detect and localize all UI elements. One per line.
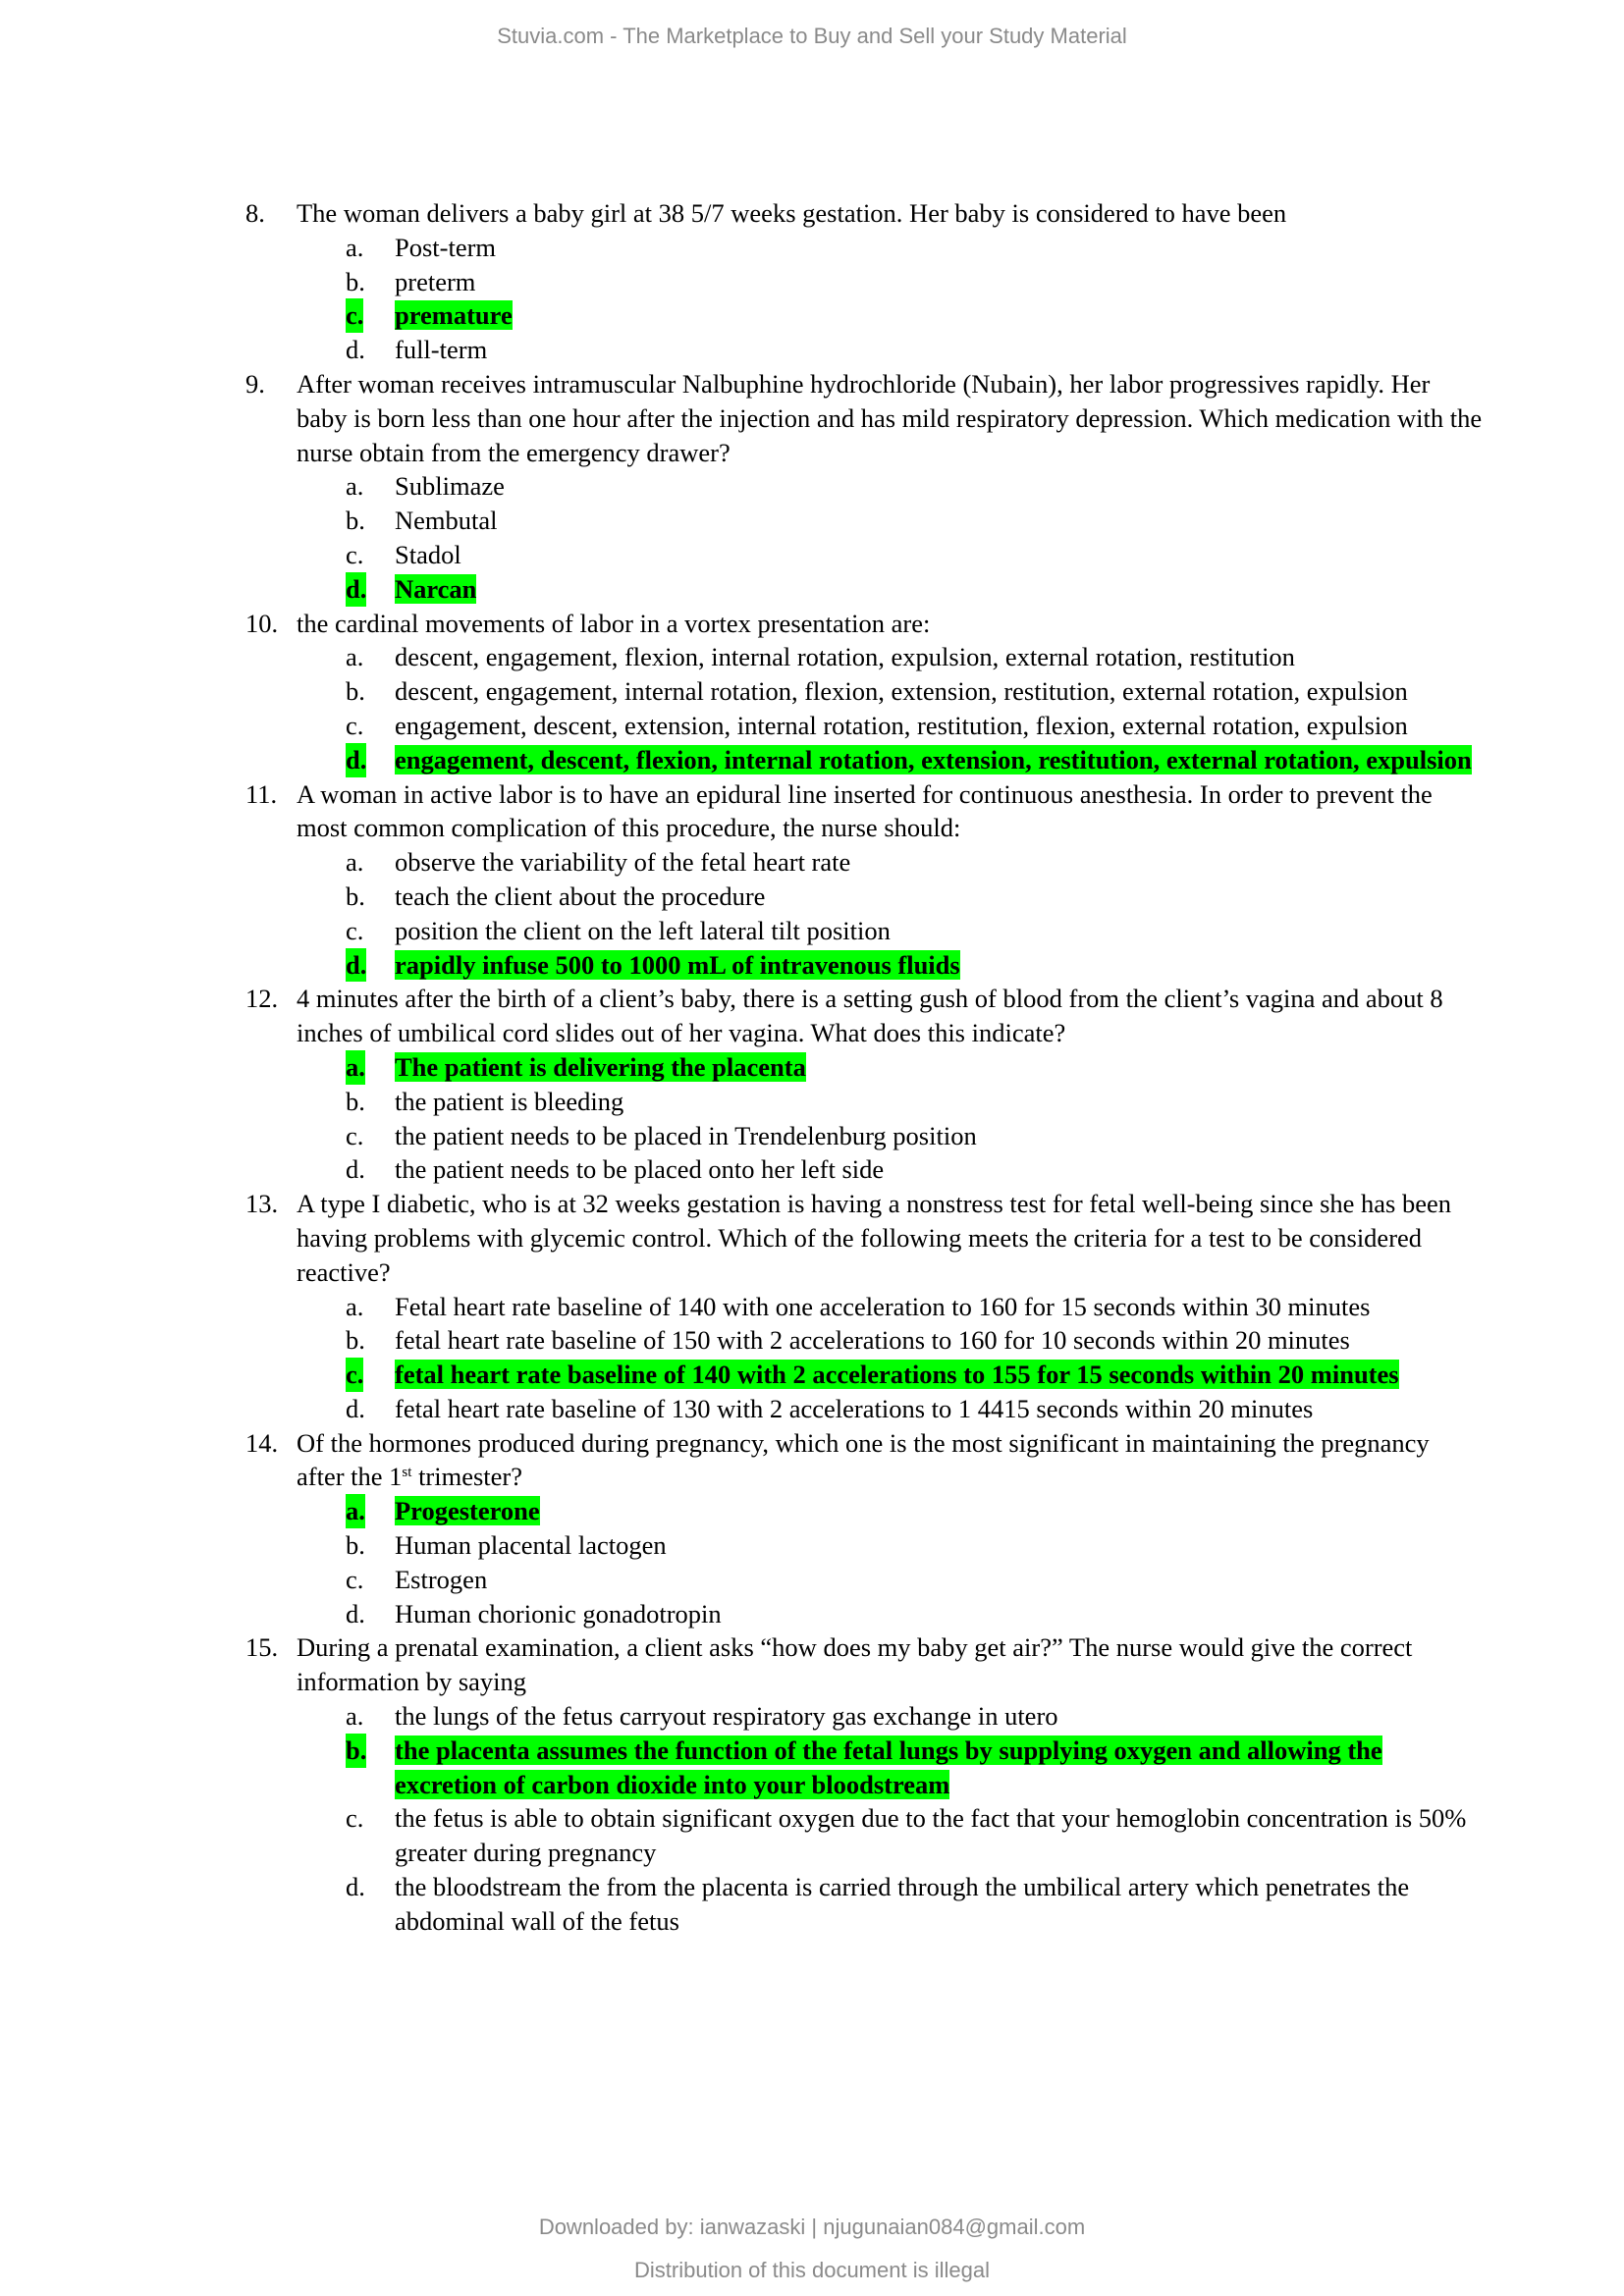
option-letter: a. bbox=[346, 1291, 364, 1321]
option-letter: b. bbox=[346, 1530, 365, 1561]
option-b bbox=[346, 880, 1483, 914]
option-text: rapidly infuse 500 to 1000 mL of intravenous fluids bbox=[395, 949, 960, 980]
question-text-end: trimester? bbox=[411, 1462, 523, 1492]
option-c bbox=[346, 1119, 1483, 1153]
option-text: Fetal heart rate baseline of 140 with one acceleration to 160 for 15 seconds within 30 minutes bbox=[395, 1291, 1371, 1321]
option-text: Estrogen bbox=[395, 1564, 488, 1594]
option-text: fetal heart rate baseline of 150 with 2 accelerations to 160 for 10 seconds within 20 minutes bbox=[395, 1325, 1350, 1356]
option-c bbox=[346, 1801, 1483, 1870]
option-letter: a. bbox=[346, 1050, 365, 1085]
option-b bbox=[346, 1085, 1483, 1119]
option-letter: c. bbox=[346, 539, 364, 569]
question-8 bbox=[245, 196, 1483, 367]
option-text: the patient is bleeding bbox=[395, 1086, 624, 1116]
option-text: engagement, descent, extension, internal rotation, restitution, flexion, external rotation, expulsion bbox=[395, 710, 1408, 740]
option-letter: d. bbox=[346, 948, 366, 983]
option-letter: b. bbox=[346, 266, 365, 296]
option-d bbox=[346, 1392, 1483, 1426]
option-letter: a. bbox=[346, 232, 364, 262]
option-letter: d. bbox=[346, 335, 365, 365]
option-d bbox=[346, 1152, 1483, 1187]
option-a bbox=[346, 1699, 1483, 1734]
option-letter: c. bbox=[346, 1120, 364, 1150]
question-number: 15. bbox=[245, 1632, 279, 1663]
superscript: st bbox=[402, 1465, 412, 1481]
question-10 bbox=[245, 607, 1483, 777]
option-letter: d. bbox=[346, 1393, 365, 1423]
download-footer: Downloaded by: ianwazaski | njugunaian084@gmail.com bbox=[538, 2215, 1086, 2239]
option-d-highlighted-answer bbox=[346, 572, 1483, 607]
option-text: the bloodstream the from the placenta is carried through the umbilical artery which penetrates the abdominal wall of the fetus bbox=[395, 1872, 1410, 1936]
option-letter: c. bbox=[346, 298, 363, 333]
question-number: 10. bbox=[245, 608, 279, 638]
question-text: the cardinal movements of labor in a vortex presentation are: bbox=[297, 608, 931, 638]
option-b bbox=[346, 504, 1483, 538]
option-text: Human placental lactogen bbox=[395, 1530, 667, 1561]
option-text: premature bbox=[395, 300, 513, 331]
option-text: Narcan bbox=[395, 573, 477, 604]
option-letter: a. bbox=[346, 471, 364, 502]
option-a bbox=[346, 1290, 1483, 1324]
option-a-highlighted-answer bbox=[346, 1050, 1483, 1085]
question-text bbox=[297, 1426, 1483, 1495]
option-text: Post-term bbox=[395, 232, 497, 262]
option-text: Stadol bbox=[395, 539, 461, 569]
option-text: The patient is delivering the placenta bbox=[395, 1051, 806, 1082]
option-letter: b. bbox=[346, 506, 365, 536]
option-text: position the client on the left lateral tilt position bbox=[395, 915, 891, 945]
option-b-highlighted-answer bbox=[346, 1734, 1483, 1802]
question-12 bbox=[245, 982, 1483, 1187]
option-letter: a. bbox=[346, 1494, 365, 1528]
option-text: teach the client about the procedure bbox=[395, 881, 766, 911]
option-c bbox=[346, 709, 1483, 743]
option-text: the patient needs to be placed onto her left side bbox=[395, 1154, 885, 1185]
option-letter: c. bbox=[346, 1358, 363, 1392]
option-letter: c. bbox=[346, 1564, 364, 1594]
option-a bbox=[346, 469, 1483, 504]
option-letter: d. bbox=[346, 1598, 365, 1629]
option-letter: b. bbox=[346, 881, 365, 911]
option-b bbox=[346, 674, 1483, 709]
option-c-highlighted-answer bbox=[346, 298, 1483, 333]
option-text: fetal heart rate baseline of 130 with 2 accelerations to 1 4415 seconds within 20 minutes bbox=[395, 1393, 1314, 1423]
option-text: the fetus is able to obtain significant oxygen due to the fact that your hemoglobin concentration is 50% greater during pregnancy bbox=[395, 1803, 1467, 1868]
option-c bbox=[346, 538, 1483, 572]
page-header: Stuvia.com - The Marketplace to Buy and Sell your Study Material bbox=[497, 24, 1127, 48]
question-15 bbox=[245, 1630, 1483, 1938]
option-text: Progesterone bbox=[395, 1496, 540, 1526]
question-number: 12. bbox=[245, 984, 279, 1014]
option-b bbox=[346, 1528, 1483, 1563]
option-text: descent, engagement, internal rotation, flexion, extension, restitution, external rotation, expulsion bbox=[395, 676, 1408, 707]
question-14 bbox=[245, 1426, 1483, 1631]
option-letter: b. bbox=[346, 676, 365, 707]
option-letter: c. bbox=[346, 915, 364, 945]
option-letter: d. bbox=[346, 743, 366, 777]
document-body bbox=[245, 196, 1483, 1939]
option-text: Human chorionic gonadotropin bbox=[395, 1598, 722, 1629]
option-d-highlighted-answer bbox=[346, 948, 1483, 983]
option-d bbox=[346, 1597, 1483, 1631]
option-text: descent, engagement, flexion, internal rotation, expulsion, external rotation, restitution bbox=[395, 642, 1295, 672]
option-text: fetal heart rate baseline of 140 with 2 accelerations to 155 for 15 seconds within 20 minutes bbox=[395, 1360, 1399, 1390]
question-text: A woman in active labor is to have an epidural line inserted for continuous anesthesia. In order to prevent the most common complication of this procedure, the nurse should: bbox=[297, 778, 1433, 843]
option-b bbox=[346, 265, 1483, 299]
option-text: observe the variability of the fetal heart rate bbox=[395, 847, 851, 878]
option-c-highlighted-answer bbox=[346, 1358, 1483, 1392]
question-number: 8. bbox=[245, 198, 265, 228]
option-text: full-term bbox=[395, 335, 488, 365]
option-letter: c. bbox=[346, 1803, 364, 1834]
option-text: Nembutal bbox=[395, 506, 498, 536]
option-d bbox=[346, 1870, 1483, 1939]
option-a bbox=[346, 640, 1483, 674]
option-letter: b. bbox=[346, 1086, 365, 1116]
option-a bbox=[346, 231, 1483, 265]
option-text: the placenta assumes the function of the fetal lungs by supplying oxygen and allowing the excretion of carbon dioxide into your bloodstream bbox=[395, 1735, 1382, 1799]
option-letter: a. bbox=[346, 642, 364, 672]
question-text: A type I diabetic, who is at 32 weeks gestation is having a nonstress test for fetal well-being since she has been having problems with glycemic control. Which of the following meets the criteria for a test to be considered reactive? bbox=[297, 1189, 1452, 1287]
option-c bbox=[346, 1563, 1483, 1597]
question-number: 14. bbox=[245, 1427, 279, 1458]
option-d bbox=[346, 333, 1483, 367]
question-number: 11. bbox=[245, 778, 278, 809]
option-c bbox=[346, 914, 1483, 948]
option-letter: b. bbox=[346, 1734, 366, 1768]
option-letter: b. bbox=[346, 1325, 365, 1356]
question-text: 4 minutes after the birth of a client’s baby, there is a setting gush of blood from the client’s vagina and about 8 inches of umbilical cord slides out of her vagina. What does this indicate? bbox=[297, 984, 1443, 1048]
option-b bbox=[346, 1323, 1483, 1358]
option-d-highlighted-answer bbox=[346, 743, 1483, 777]
distribution-notice: Distribution of this document is illegal bbox=[634, 2258, 990, 2282]
option-a-highlighted-answer bbox=[346, 1494, 1483, 1528]
question-11 bbox=[245, 777, 1483, 983]
question-text: The woman delivers a baby girl at 38 5/7 weeks gestation. Her baby is considered to have been bbox=[297, 198, 1287, 228]
option-letter: a. bbox=[346, 1701, 364, 1732]
question-number: 13. bbox=[245, 1189, 279, 1219]
option-letter: a. bbox=[346, 847, 364, 878]
option-text: Sublimaze bbox=[395, 471, 505, 502]
option-letter: d. bbox=[346, 1872, 365, 1902]
option-text: the patient needs to be placed in Trendelenburg position bbox=[395, 1120, 977, 1150]
option-text: the lungs of the fetus carryout respiratory gas exchange in utero bbox=[395, 1701, 1058, 1732]
question-13 bbox=[245, 1187, 1483, 1426]
option-text: engagement, descent, flexion, internal rotation, extension, restitution, external rotation, expulsion bbox=[395, 744, 1472, 774]
option-letter: d. bbox=[346, 572, 366, 607]
option-letter: d. bbox=[346, 1154, 365, 1185]
question-text: After woman receives intramuscular Nalbuphine hydrochloride (Nubain), her labor progressives rapidly. Her baby is born less than one hour after the injection and has mild respiratory depression. Which medication with the nurse obtain from the emergency drawer? bbox=[297, 368, 1483, 467]
option-text: preterm bbox=[395, 266, 476, 296]
option-letter: c. bbox=[346, 710, 364, 740]
question-text-main: Of the hormones produced during pregnancy, which one is the most significant in maintaining the pregnancy after the 1 bbox=[297, 1427, 1430, 1492]
question-number: 9. bbox=[245, 368, 265, 399]
question-text: During a prenatal examination, a client asks “how does my baby get air?” The nurse would give the correct information by saying bbox=[297, 1632, 1413, 1697]
question-9 bbox=[245, 367, 1483, 607]
option-a bbox=[346, 845, 1483, 880]
